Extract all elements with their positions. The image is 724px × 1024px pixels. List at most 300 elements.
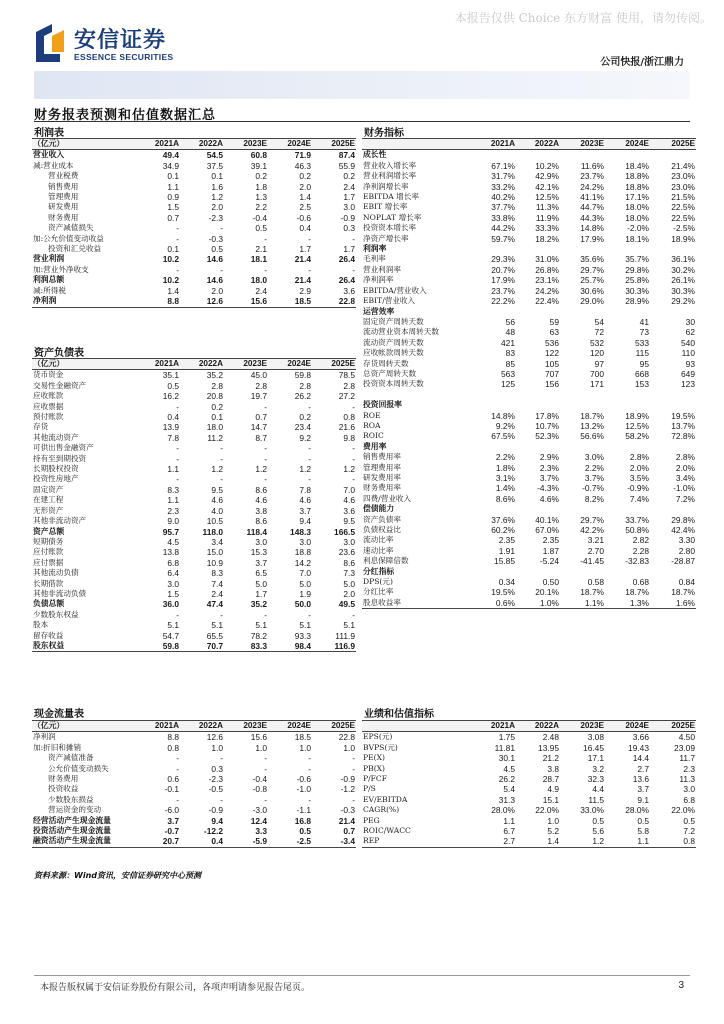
row-value: 0.1 (167, 171, 179, 182)
header-year: 2023E (560, 721, 605, 732)
row-value: - (176, 609, 179, 620)
row-value: 16.45 (583, 742, 604, 753)
row-label: PB(X) (363, 763, 386, 773)
row-value: 17.9% (580, 233, 604, 244)
row-label: 减:营业成本 (33, 160, 74, 170)
row-label: 资产减值损失 (48, 223, 94, 233)
row-value: 10.2% (535, 160, 559, 171)
row-label: 融资活动产生现金流量 (32, 836, 136, 847)
row-value: 0.1 (211, 171, 223, 182)
row-value: 1.2 (255, 464, 267, 475)
row-value: 98.4 (268, 641, 312, 652)
row-value: -0.6 (296, 774, 311, 785)
row-value: 7.4 (211, 578, 223, 589)
row-value: 3.7 (637, 784, 649, 795)
row-label: 资产减值准备 (48, 753, 94, 763)
row-value: 8.8 (136, 296, 180, 307)
table-row (362, 774, 696, 784)
row-value: 8.3 (167, 484, 179, 495)
row-value: 2.8 (299, 380, 311, 391)
row-value: 95 (639, 358, 649, 369)
table-row (32, 275, 356, 285)
row-value: 54.7 (162, 630, 179, 641)
row-value: - (264, 763, 267, 774)
table-row (362, 327, 696, 337)
row-value: - (308, 443, 311, 454)
table-row (362, 234, 696, 244)
table-row (362, 171, 696, 181)
row-value: 37.7% (491, 202, 515, 213)
table-row (362, 202, 696, 212)
row-value: 33.7% (625, 514, 649, 525)
row-value: - (308, 474, 311, 485)
table-row (32, 443, 356, 453)
row-value: 25.8% (625, 275, 649, 286)
row-value: 125 (501, 379, 515, 390)
row-value: 14.2 (294, 557, 311, 568)
row-label: 净利润 (32, 296, 136, 307)
row-value: 60.2% (491, 525, 515, 536)
header-year: 2025E (650, 139, 696, 150)
row-value: 0.5 (211, 244, 223, 255)
row-label: 营运资金的变动 (48, 805, 102, 815)
row-value: -1.1 (296, 805, 311, 816)
data-source-note: 资料来源：Wind资讯，安信证券研究中心预测 (34, 871, 201, 880)
cashflow-title: 现金流量表 (34, 709, 84, 720)
row-label: 营业税费 (48, 171, 79, 181)
row-value: -6.0 (164, 805, 179, 816)
row-value (472, 390, 516, 400)
row-value: 3.0 (299, 536, 311, 547)
header-year: 2021A (136, 359, 180, 370)
row-value: 0.68 (632, 577, 649, 588)
row-value: 10.9 (206, 557, 223, 568)
row-value: - (308, 794, 311, 805)
row-label: 预付账款 (33, 412, 64, 422)
row-value: - (176, 794, 179, 805)
row-value (560, 567, 605, 577)
row-value: 33.8% (491, 212, 515, 223)
table-row (362, 390, 696, 400)
row-value: 13.8 (162, 547, 179, 558)
row-value: 30.2% (671, 264, 695, 275)
row-label: 财务费用 (48, 774, 79, 784)
row-value: 9.8 (343, 432, 355, 443)
row-value: 12.5% (625, 420, 649, 431)
row-value: 9.4 (299, 516, 311, 527)
row-value: 4.4 (592, 784, 604, 795)
row-value: 87.4 (338, 150, 355, 161)
row-label: 可供出售金融资产 (33, 443, 94, 453)
table-row (32, 485, 356, 495)
row-value: - (220, 474, 223, 485)
row-value: 1.5 (167, 202, 179, 213)
row-value: -3.0 (252, 805, 267, 816)
row-value: 8.6% (495, 493, 515, 504)
row-value: 3.0 (255, 536, 267, 547)
row-label: 资产负债率 (363, 514, 401, 524)
row-label: 加:折旧和摊销 (33, 742, 82, 752)
row-value: 83 (505, 348, 515, 359)
row-value: 1.1 (167, 464, 179, 475)
row-value: 5.1 (343, 620, 355, 631)
row-label: 其他非流动负债 (33, 588, 87, 598)
row-value: 1.1% (560, 598, 605, 609)
row-value: 12.6 (206, 732, 223, 743)
row-value: - (352, 233, 355, 244)
row-value: 26.2 (294, 391, 311, 402)
row-label: 股东权益 (32, 641, 136, 652)
row-value: 10.7% (535, 420, 559, 431)
row-value: 59.8 (136, 641, 180, 652)
row-value: 56 (505, 316, 515, 327)
table-row (32, 816, 356, 826)
row-value: 2.7 (637, 763, 649, 774)
row-value: 50.0 (294, 599, 311, 610)
row-value: 0.2 (299, 412, 311, 423)
row-value: 3.7 (255, 557, 267, 568)
income-table (32, 138, 356, 308)
row-value: 5.1 (299, 620, 311, 631)
header-year: 2024E (268, 721, 312, 732)
row-value: 60.8 (250, 150, 267, 161)
row-value: 21.4 (294, 275, 311, 286)
table-row (362, 348, 696, 358)
row-value: 156 (545, 379, 559, 390)
row-value: 22.0% (535, 805, 559, 816)
header-year: 2021A (472, 139, 516, 150)
row-value (560, 442, 605, 452)
row-value: 22.2% (491, 296, 515, 307)
row-value: 5.2 (547, 826, 559, 837)
row-label: 股息收益率 (362, 598, 472, 609)
row-value: -0.4 (252, 774, 267, 785)
row-value: 166.5 (334, 526, 355, 537)
row-value: 42.2% (580, 525, 604, 536)
row-value: 4.6 (343, 495, 355, 506)
row-value: 3.4% (675, 472, 695, 483)
row-value: 3.0 (343, 536, 355, 547)
table-row (362, 587, 696, 597)
row-value: 73 (639, 327, 649, 338)
row-value: 93 (685, 358, 695, 369)
row-label: 速动比率 (363, 545, 394, 555)
row-value: 31.0% (535, 254, 559, 265)
row-value: 2.4 (255, 285, 267, 296)
row-value: 148.3 (290, 526, 311, 537)
row-value (472, 504, 516, 514)
row-value: 29.7% (580, 264, 604, 275)
row-value: 0.5 (167, 380, 179, 391)
row-value: 0.8 (343, 412, 355, 423)
row-label: 分红比率 (363, 587, 394, 597)
row-value: 11.6% (580, 160, 604, 171)
row-value: 10.5 (206, 516, 223, 527)
row-value: 23.6 (338, 547, 355, 558)
row-value: - (352, 264, 355, 275)
table-row (32, 620, 356, 630)
row-value: 10.2 (162, 254, 179, 265)
row-value (560, 307, 605, 317)
row-label: 少数股东权益 (33, 609, 79, 619)
row-value: 2.8 (255, 380, 267, 391)
row-value: 536 (545, 337, 559, 348)
row-value: 17.1 (587, 753, 604, 764)
row-value (560, 244, 605, 254)
row-label: 净资产增长率 (363, 233, 409, 243)
row-label: BVPS(元) (363, 742, 398, 752)
row-value: 700 (590, 368, 604, 379)
row-value: 5.0 (255, 578, 267, 589)
row-value: 19.43 (628, 742, 649, 753)
row-label: 经营活动产生现金流量 (33, 815, 111, 825)
row-value (516, 567, 560, 577)
row-value: 11.9% (535, 212, 559, 223)
row-value: 9.5 (343, 516, 355, 527)
row-value: 563 (501, 368, 515, 379)
row-value: 0.5 (683, 815, 695, 826)
row-value: 49.5 (338, 599, 355, 610)
row-value: - (264, 609, 267, 620)
table-row (32, 265, 356, 275)
row-value: 1.6% (650, 598, 696, 609)
row-value: - (308, 453, 311, 464)
row-value: 13.6 (632, 774, 649, 785)
row-value: 3.2 (592, 763, 604, 774)
row-value: 2.80 (678, 545, 695, 556)
table-row (362, 338, 696, 348)
row-value: 10.2 (162, 275, 179, 286)
row-value: 19.5% (491, 587, 515, 598)
row-value: 0.8 (167, 742, 179, 753)
table-row (32, 589, 356, 599)
row-value: 1.3% (605, 598, 650, 609)
row-value (605, 567, 650, 577)
table-row (32, 826, 356, 836)
row-value (472, 567, 516, 577)
row-value: 1.7 (343, 244, 355, 255)
row-value: 707 (545, 368, 559, 379)
row-label: EPS(元) (363, 732, 393, 742)
row-value: 13.7% (671, 420, 695, 431)
row-value: 668 (635, 368, 649, 379)
balance-title: 资产负债表 (34, 348, 84, 359)
row-value: 15.6 (224, 296, 268, 307)
row-value: -0.9 (340, 774, 355, 785)
row-value: 1.2 (560, 836, 605, 847)
row-value: -12.2 (203, 826, 223, 837)
header-year: 2023E (560, 139, 605, 150)
row-label: 销售费用率 (363, 452, 401, 462)
row-value: - (176, 763, 179, 774)
row-value: 9.0 (167, 516, 179, 527)
row-value: 18.0 (206, 422, 223, 433)
row-value: 18.8% (625, 181, 649, 192)
row-label: 财务费用率 (363, 483, 401, 493)
row-value: 1.4 (167, 285, 179, 296)
row-label: ROE (363, 410, 381, 420)
row-value (605, 504, 650, 514)
table-row (362, 816, 696, 826)
header-band (34, 71, 690, 99)
row-value: -0.6 (296, 212, 311, 223)
row-value: 0.50 (542, 577, 559, 588)
row-value: 20.7% (491, 264, 515, 275)
row-value: - (176, 453, 179, 464)
row-value: 0.3 (343, 223, 355, 234)
row-value: -1.0 (296, 784, 311, 795)
row-value: 72.8% (671, 431, 695, 442)
row-value: - (352, 609, 355, 620)
row-label: 减:所得税 (33, 285, 66, 295)
row-value: - (220, 753, 223, 764)
row-value: 0.3 (211, 763, 223, 774)
row-value: 18.9% (625, 410, 649, 421)
row-value: 41.1% (580, 192, 604, 203)
row-value: 21.6 (338, 422, 355, 433)
row-value: 4.6 (299, 495, 311, 506)
table-row (362, 795, 696, 805)
logo-mark-icon (34, 24, 66, 62)
row-value: -2.3 (208, 774, 223, 785)
row-value: 532 (590, 337, 604, 348)
row-value: 8.3 (211, 568, 223, 579)
row-value: 4.5 (167, 536, 179, 547)
table-row (32, 286, 356, 296)
row-label: P/S (363, 784, 376, 794)
row-value: 24.2% (535, 285, 559, 296)
row-value: 122 (545, 348, 559, 359)
row-value (650, 244, 696, 254)
row-value: - (176, 233, 179, 244)
valuation-table (362, 720, 696, 848)
row-value: 22.0% (671, 805, 695, 816)
row-value: 12.5% (535, 192, 559, 203)
report-type: 公司快报/浙江鼎力 (600, 57, 684, 68)
row-value: 21.4 (294, 254, 311, 265)
row-value: 3.0 (167, 578, 179, 589)
row-value: 19.7 (250, 391, 267, 402)
row-value: 0.2 (211, 401, 223, 412)
table-row (32, 631, 356, 641)
row-label: 长期股权投资 (33, 464, 79, 474)
header-unit-label (362, 139, 472, 150)
row-value: 23.1% (535, 275, 559, 286)
row-label: 存货周转天数 (363, 358, 409, 368)
row-value: 20.1% (535, 587, 559, 598)
row-value: 1.7 (343, 192, 355, 203)
row-label: 持有至到期投资 (33, 453, 87, 463)
row-value: 31.3 (498, 794, 515, 805)
page-number: 3 (678, 980, 684, 991)
row-value: 8.6 (255, 484, 267, 495)
table-row (362, 598, 696, 609)
row-value: 59 (549, 316, 559, 327)
row-value: -0.5 (208, 784, 223, 795)
row-value: 0.2 (299, 171, 311, 182)
row-label: 投资性房地产 (33, 474, 79, 484)
row-value: 59.8 (294, 370, 311, 381)
row-value (472, 244, 516, 254)
row-value: 18.9% (671, 233, 695, 244)
row-value: 30.6% (580, 285, 604, 296)
row-value: 28.0% (491, 805, 515, 816)
row-label: 利息保障倍数 (363, 556, 409, 566)
row-value: 1.0% (516, 598, 560, 609)
row-value: 23.7% (580, 171, 604, 182)
logo-text-cn: 安信证券 (74, 28, 167, 53)
row-value: 67.0% (535, 525, 559, 536)
table-row (362, 494, 696, 504)
table-row (32, 516, 356, 526)
row-value: 2.9% (539, 452, 559, 463)
row-label: 资产总额 (33, 526, 65, 536)
row-value: 23.0% (671, 181, 695, 192)
table-row (32, 296, 356, 307)
row-value: 2.7 (472, 836, 516, 847)
row-value: 2.8% (675, 452, 695, 463)
row-value: -1.2 (340, 784, 355, 795)
row-value: 1.4 (299, 192, 311, 203)
row-value: 18.1 (250, 254, 267, 265)
table-row (362, 411, 696, 421)
row-value: 2.3 (167, 505, 179, 516)
row-value: 9.1 (637, 794, 649, 805)
row-label: EBITDA/营业收入 (363, 285, 427, 295)
table-row (32, 568, 356, 578)
table-header-row (362, 139, 696, 150)
row-value: -0.9% (627, 483, 649, 494)
row-value: 1.75 (498, 732, 515, 743)
row-value: 171 (590, 379, 604, 390)
row-value: 0.2 (343, 171, 355, 182)
row-value: 45.0 (250, 370, 267, 381)
row-value: 9.4 (211, 815, 223, 826)
row-value: 1.8% (495, 462, 515, 473)
row-value: 78.5 (338, 370, 355, 381)
row-value: 1.2 (211, 192, 223, 203)
row-label (362, 390, 472, 400)
row-value: 35.2 (206, 370, 223, 381)
row-value (650, 150, 696, 161)
row-value: 23.7% (491, 285, 515, 296)
table-row (32, 805, 356, 815)
row-value: - (308, 753, 311, 764)
row-label: 管理费用 (48, 192, 79, 202)
row-label: 存货 (33, 422, 49, 432)
row-value: 2.35 (498, 535, 515, 546)
table-row (32, 234, 356, 244)
row-value (650, 567, 696, 577)
row-value: 7.8 (299, 484, 311, 495)
row-value: 0.7 (343, 826, 355, 837)
table-row (362, 753, 696, 763)
row-value (560, 504, 605, 514)
row-label: EBITDA 增长率 (363, 192, 419, 202)
row-value: 14.6 (206, 275, 223, 286)
row-value: 1.0 (343, 742, 355, 753)
row-value: 78.2 (250, 630, 267, 641)
table-row (362, 743, 696, 753)
row-value: 47.4 (206, 599, 223, 610)
header-unit-label (362, 721, 472, 732)
row-label: 留存收益 (33, 630, 64, 640)
row-value: 58.2% (625, 431, 649, 442)
row-value: 0.5 (592, 815, 604, 826)
row-value: 23.0% (671, 171, 695, 182)
row-label: 销售费用 (48, 181, 79, 191)
table-row (362, 254, 696, 264)
